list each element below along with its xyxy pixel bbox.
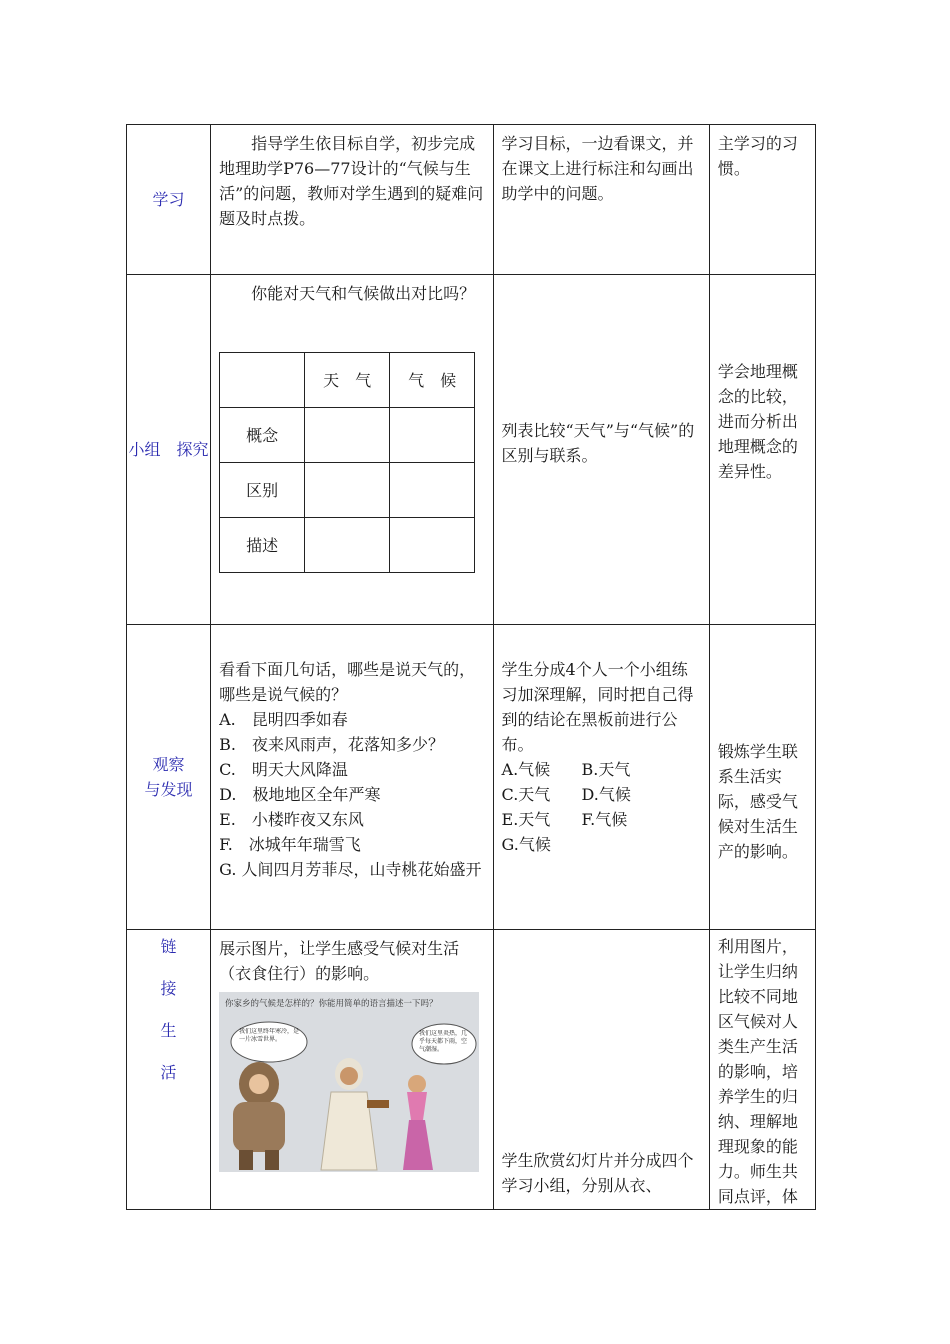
table-row [220,408,475,463]
lesson-plan-table [126,124,816,1210]
design-intent: 锻炼学生联系生活实际，感受气候对生活生产的影响。 [717,742,798,861]
row-observe [127,625,816,930]
design-intent: 主学习的习惯。 [717,134,798,178]
table-header: 气 候 [390,353,475,408]
blank-cell [390,463,475,518]
option-e: E. 小楼昨夜又东风 [219,810,364,829]
stage-label: 小组 探究 [127,275,211,625]
table-header: 天 气 [305,353,390,408]
illustration-caption: 你家乡的气候是怎样的？你能用简单的语言描述一下吗？ [225,999,438,1009]
blank-cell [390,408,475,463]
climate-clothing-illustration [219,992,479,1172]
row-label: 概念 [220,408,305,463]
teacher-activity: 展示图片，让学生感受气候对生活（衣食住行）的影响。 [219,939,460,983]
row-label: 区别 [220,463,305,518]
stage-label: 链 接 生 活 [127,930,211,1210]
table-row [220,463,475,518]
blank-cell [305,408,390,463]
student-activity: 列表比较“天气”与“气候”的区别与联系。 [501,421,695,465]
student-activity: 学生欣赏幻灯片并分成四个学习小组，分别从衣、 [501,1151,694,1195]
row-group-explore [127,275,816,625]
blank-cell [305,463,390,518]
option-c: C. 明天大风降温 [219,760,348,779]
teacher-activity: 指导学生依目标自学，初步完成地理助学P76—77设计的“气候与生活”的问题，教师对学生遇到的疑难问题及时点拨。 [219,134,484,228]
row-study [127,125,816,275]
stage-label: 学习 [127,125,211,275]
answer-row: E.天气 F.气候 [501,810,628,829]
table-header [220,353,305,408]
student-activity: 学生分成4个人一个小组练习加深理解，同时把自己得到的结论在黑板前进行公布。 [501,660,694,754]
option-f: F. 冰城年年瑞雪飞 [219,835,361,854]
row-label: 描述 [220,518,305,573]
student-activity: 学习目标，一边看课文，并在课文上进行标注和勾画出助学中的问题。 [501,134,694,203]
answer-row: A.气候 B.天气 [501,760,631,779]
answer-row: G.气候 [501,835,551,854]
option-d: D. 极地地区全年严寒 [219,785,381,804]
option-b: B. 夜来风雨声，花落知多少？ [219,735,444,754]
blank-cell [390,518,475,573]
speech-bubble-2: 我们这里炎热，几乎每天都下雨，空气潮湿。 [419,1030,468,1053]
row-link-life [127,930,816,1210]
teacher-question: 你能对天气和气候做出对比吗？ [251,284,476,303]
comparison-table [219,352,475,573]
option-g: G. 人间四月芳菲尽，山寺桃花始盛开 [219,860,482,879]
option-a: A. 昆明四季如春 [219,710,348,729]
stage-label: 观察 与发现 [127,625,211,930]
answer-row: C.天气 D.气候 [501,785,631,804]
teacher-question: 看看下面几句话，哪些是说天气的，哪些是说气候的？ [219,660,476,704]
speech-bubble-1: 我们这里终年寒冷，是一片冰雪世界。 [239,1028,300,1043]
design-intent: 利用图片，让学生归纳比较不同地区气候对人类生产生活的影响，培养学生的归纳、理解地理现象的能力。师生共同点评，体 [717,937,798,1206]
design-intent: 学会地理概念的比较，进而分析出地理概念的差异性。 [717,362,798,481]
blank-cell [305,518,390,573]
table-row [220,518,475,573]
